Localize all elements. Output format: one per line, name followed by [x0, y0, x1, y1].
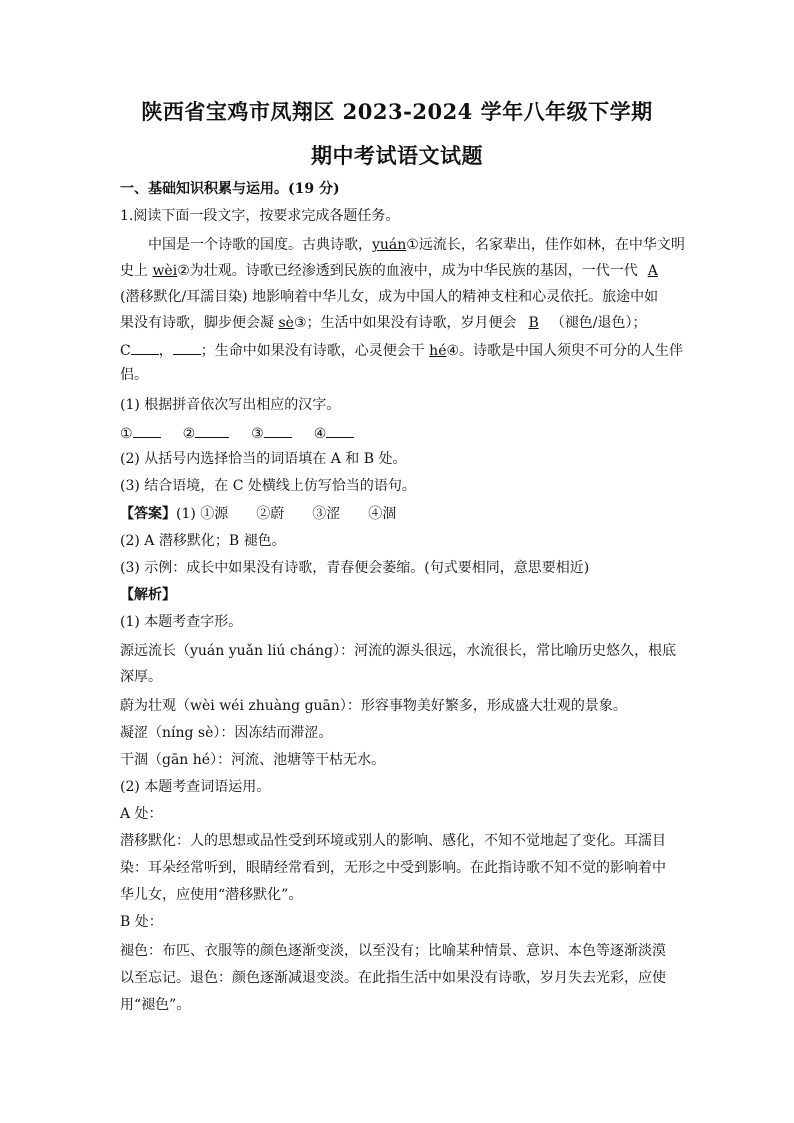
passage-text: ③；生活中如果没有诗歌，岁月便会 [293, 315, 517, 331]
analysis-line: 干涸（gān hé）：河流、池塘等干枯无水。 [120, 752, 386, 768]
analysis-line: 源远流长（yuán yuǎn liú cháng）：河流的源头很远，水流很长，常比喻历史悠久，根底 [120, 643, 677, 659]
pinyin-2: wèi [152, 263, 178, 279]
section-heading: 一、基础知识积累与运用。(19 分) [120, 181, 340, 197]
passage-text: ④。诗歌是中国人须臾不可分的人生伴 [446, 343, 684, 359]
analysis-line: (2) 本题考查词语运用。 [120, 779, 271, 795]
analysis-line: A 处： [120, 806, 163, 822]
passage-text: ①远流长，名家辈出，佳作如林，在中华文明 [406, 237, 685, 253]
question-1-3: (3) 结合语境，在 C 处横线上仿写恰当的语句。 [120, 478, 416, 494]
blank-3-label: ③ [251, 426, 264, 442]
question-1-1: (1) 根据拼音依次写出相应的汉字。 [120, 397, 341, 413]
analysis-line: (1) 本题考查字形。 [120, 614, 243, 630]
passage-line-3: (潜移默化/耳濡目染) 地影响着中华儿女，成为中国人的精神支柱和心灵依托。旅途中如 [120, 289, 659, 305]
analysis-line: 深厚。 [120, 669, 162, 685]
pinyin-4: hé [429, 343, 447, 359]
passage-line-4 [120, 314, 680, 332]
answer-blanks-row [120, 423, 680, 443]
analysis-line: 以至忘记。退色：颜色逐渐减退变淡。在此指生活中如果没有诗歌，岁月失去光彩，应使 [120, 970, 666, 986]
answer-line-3: (3) 示例：成长中如果没有诗歌，青春便会萎缩。(句式要相同，意思要相近) [120, 560, 590, 576]
passage-text: 果没有诗歌，脚步便会凝 [120, 315, 279, 331]
analysis-line: 凝涩（níng sè）：因冻结而滞涩。 [120, 725, 333, 741]
blank-A: A [647, 263, 658, 279]
passage-text: ， [158, 343, 173, 359]
blank-4-label: ④ [313, 426, 327, 442]
passage-text: ②为壮观。诗歌已经渗透到民族的血液中，成为中华民族的基因，一代一代 [177, 263, 638, 279]
blank-4 [326, 423, 354, 438]
document-title-line-1: 陕西省宝鸡市凤翔区 2023-2024 学年八年级下学期 [141, 99, 653, 124]
blank-3 [264, 423, 292, 438]
passage-text: 中国是一个诗歌的国度。古典诗歌， [148, 237, 372, 253]
analysis-line: 蔚为壮观（wèi wéi zhuàng guān）：形容事物美好繁多，形成盛大壮观的景象。 [120, 698, 627, 714]
passage-line-5 [120, 340, 684, 360]
analysis-line: B 处： [120, 914, 163, 930]
blank-1 [133, 423, 161, 438]
passage-text: （褪色/退色）； [550, 315, 647, 331]
question-1-2: (2) 从括号内选择恰当的词语填在 A 和 B 处。 [120, 451, 407, 467]
blank-2-label: ② [182, 426, 196, 442]
question-1-prompt: 1.阅读下面一段文字，按要求完成各题任务。 [120, 208, 400, 224]
blank-B: B [528, 315, 539, 331]
analysis-line: 褪色：布匹、衣服等的颜色逐渐变淡，以至没有；比喻某种情景、意识、本色等逐渐淡漠 [120, 943, 666, 959]
answer-line-1 [120, 505, 680, 523]
blank-C-2 [173, 340, 201, 355]
analysis-line: 用“褪色”。 [120, 997, 191, 1013]
analysis-label: 【解析】 [120, 587, 176, 603]
passage-text: ；生命中如果没有诗歌，心灵便会干 [200, 343, 430, 359]
passage-line-1 [148, 236, 708, 254]
answer-label: 【答案】 [120, 506, 176, 522]
pinyin-3: sè [278, 315, 294, 331]
pinyin-1: yuán [372, 237, 407, 253]
blank-C-label: C [120, 343, 131, 359]
blank-1-label: ① [120, 426, 133, 442]
analysis-line: 华儿女，应使用“潜移默化”。 [120, 887, 303, 903]
blank-C-1 [131, 340, 159, 355]
passage-line-6: 侣。 [120, 367, 148, 383]
analysis-line: 染：耳朵经常听到，眼睛经常看到，无形之中受到影响。在此指诗歌不知不觉的影响着中 [120, 860, 666, 876]
answer-line-2: (2) A 潜移默化；B 褪色。 [120, 533, 286, 549]
passage-text: 史上 [120, 263, 153, 279]
passage-line-2 [120, 262, 680, 280]
blank-2 [195, 423, 229, 438]
document-title-line-2: 期中考试语文试题 [311, 143, 483, 168]
answer-1: (1) ①源 ②蔚 ③涩 ④涸 [176, 506, 397, 522]
analysis-line: 潜移默化：人的思想或品性受到环境或别人的影响、感化，不知不觉地起了变化。耳濡目 [120, 833, 666, 849]
